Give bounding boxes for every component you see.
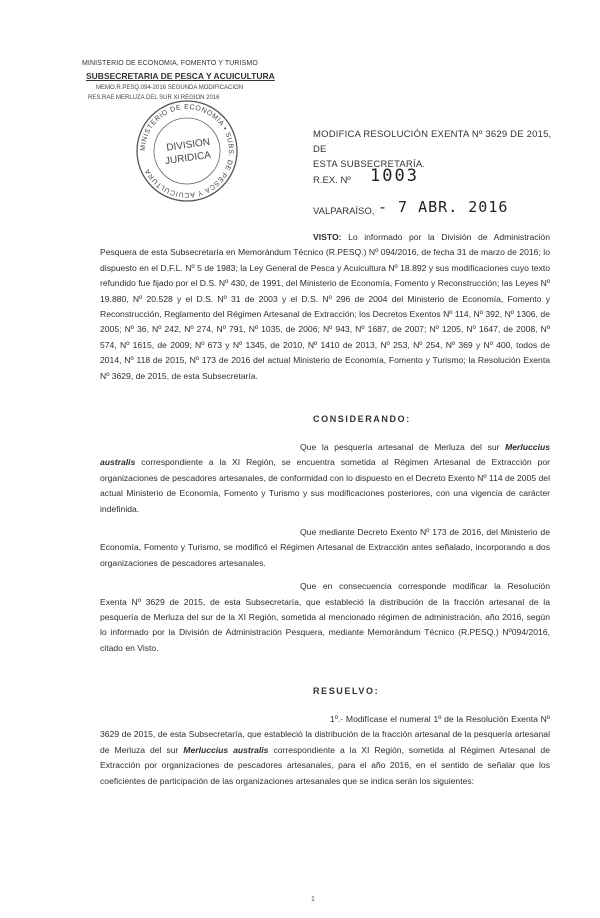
considerando-p1-text-a: Que la pesquería artesanal de Merluza del sur (300, 442, 506, 452)
visto-section (100, 230, 550, 384)
resuelvo-paragraph-1 (100, 712, 550, 789)
considerando-paragraph-3: Que en consecuencia corresponde modificar la Resolución Exenta Nº 3629 de 2015, de esta Subsecretaría, que estableció la distribución de la fracción artesanal de la pesquería de Merluza del sur de la XI Región, sometida al mencionado régimen de administración, año 2016, según lo informado por la División de Administración Pesquera, mediante Memorándum Técnico (R.PESQ.) Nº094/2016, citado en Visto. (100, 581, 550, 653)
division-juridica-stamp (132, 96, 242, 206)
place-label: VALPARAÍSO, (313, 206, 375, 217)
subsecretaria-name: SUBSECRETARIA DE PESCA Y ACUICULTURA (86, 71, 275, 81)
considerando-section (100, 440, 550, 656)
visto-heading: VISTO: (313, 232, 342, 242)
svg-text:DIVISION: DIVISION (165, 136, 211, 154)
resuelvo-heading: RESUELVO: (313, 686, 380, 696)
document-title (313, 127, 553, 172)
resolution-number: 1003 (370, 166, 419, 186)
title-line-2: ESTA SUBSECRETARÍA. (313, 159, 426, 170)
resolution-reference: RES.RAE MERLUZA DEL SUR XI REGION 2016 (88, 95, 220, 101)
resolution-date: - 7 ABR. 2016 (378, 198, 509, 216)
svg-text:JURIDICA: JURIDICA (164, 149, 212, 168)
considerando-p1-text-b: correspondiente a la XI Región, se encuentra sometida al Régimen Artesanal de Extracción por organizaciones de pescadores artesanales, de conformidad con lo dispuesto en el Decreto Exento Nº 114 de 2005 del actual Ministerio de Economía, Fomento y Turismo y sus modificaciones posteriores, con una vigencia de carácter indefinida. (100, 457, 550, 514)
considerando-heading: CONSIDERANDO: (313, 414, 411, 424)
page-number: 1 (311, 896, 315, 903)
species-name: Merluccius australis (100, 442, 550, 468)
svg-text:MINISTERIO DE ECONOMIA • SUBS.: MINISTERIO DE ECONOMIA • SUBS. DE PESCA Y ACUICULTURA (139, 103, 235, 199)
resuelvo-p1-text-b: correspondiente a la XI Región, sometida al Régimen Artesanal de Extracción por organizaciones de pescadores artesanales, para el año 2016, en el sentido de señalar que los coeficientes de participación de las organizaciones artesanales que se indica serán los siguientes: (100, 744, 550, 786)
ministry-name: MINISTERIO DE ECONOMIA, FOMENTO Y TURISMO (82, 60, 258, 67)
species-name: Merluccius australis (183, 744, 269, 755)
rex-label: R.EX. Nº (313, 175, 351, 186)
visto-text: Lo informado por la División de Administración Pesquera de esta Subsecretaría en Memorándum Técnico (R.PESQ.) Nº 094/2016, de fecha 31 de marzo de 2016; lo dispuesto en el D.F.L. Nº 5 de 1983; la Ley General de Pesca y Acuicultura Nº 18.892 y sus modificaciones cuyo texto refundido fue fijado por el D.S. Nº 430, de 1991, del Ministerio de Economía, Fomento y Reconstrucción; las Leyes Nº 19.880, Nº 20.528 y el D.S. Nº 31 de 2003 y el D.S. Nº 296 de 2004 del Ministerio de Economía, Fomento y Reconstrucción, Reglamento del Régimen Artesanal de Extracción; los Decretos Exentos Nº 114, Nº 392, Nº 1306, de 2005; Nº 36, Nº 242, Nº 274, Nº 791, Nº 1035, de 2006; Nº 943, Nº 1687, de 2007; Nº 1205, Nº 1647, de 2008, Nº 574, Nº 1615, de 2009; Nº 673 y Nº 1345, de 2010, Nº 1410 de 2013, Nº 253, Nº 254, Nº 369 y Nº 400, todos de 2014, Nº 118 de 2015, Nº 173 de 2016 del actual Ministerio de Economía, Fomento y Turismo; la Resolución Exenta Nº 3629, de 2015, de esta Subsecretaría. (100, 232, 550, 381)
considerando-paragraph-2: Que mediante Decreto Exento Nº 173 de 2016, del Ministerio de Economía, Fomento y Turismo, se modificó el Régimen Artesanal de Extracción antes señalado, incorporando a dos organizaciones de pescadores artesanales. (100, 527, 550, 568)
title-line-1: MODIFICA RESOLUCIÓN EXENTA Nº 3629 DE 2015, DE (313, 129, 552, 155)
resuelvo-section (100, 712, 550, 789)
memo-reference: MEMO.R.PESQ.094-2016 SEGUNDA MODIFICACION (96, 85, 244, 91)
resuelvo-p1-text-a: 1º.- Modifícase el numeral 1º de la Resolución Exenta Nº 3629 de 2015, de esta Subsecretaría, que estableció la distribución de la fracción artesanal de la pesquería artesanal de Merluza del sur (100, 714, 550, 755)
considerando-paragraph-1 (100, 440, 550, 517)
visto-paragraph (100, 230, 550, 384)
